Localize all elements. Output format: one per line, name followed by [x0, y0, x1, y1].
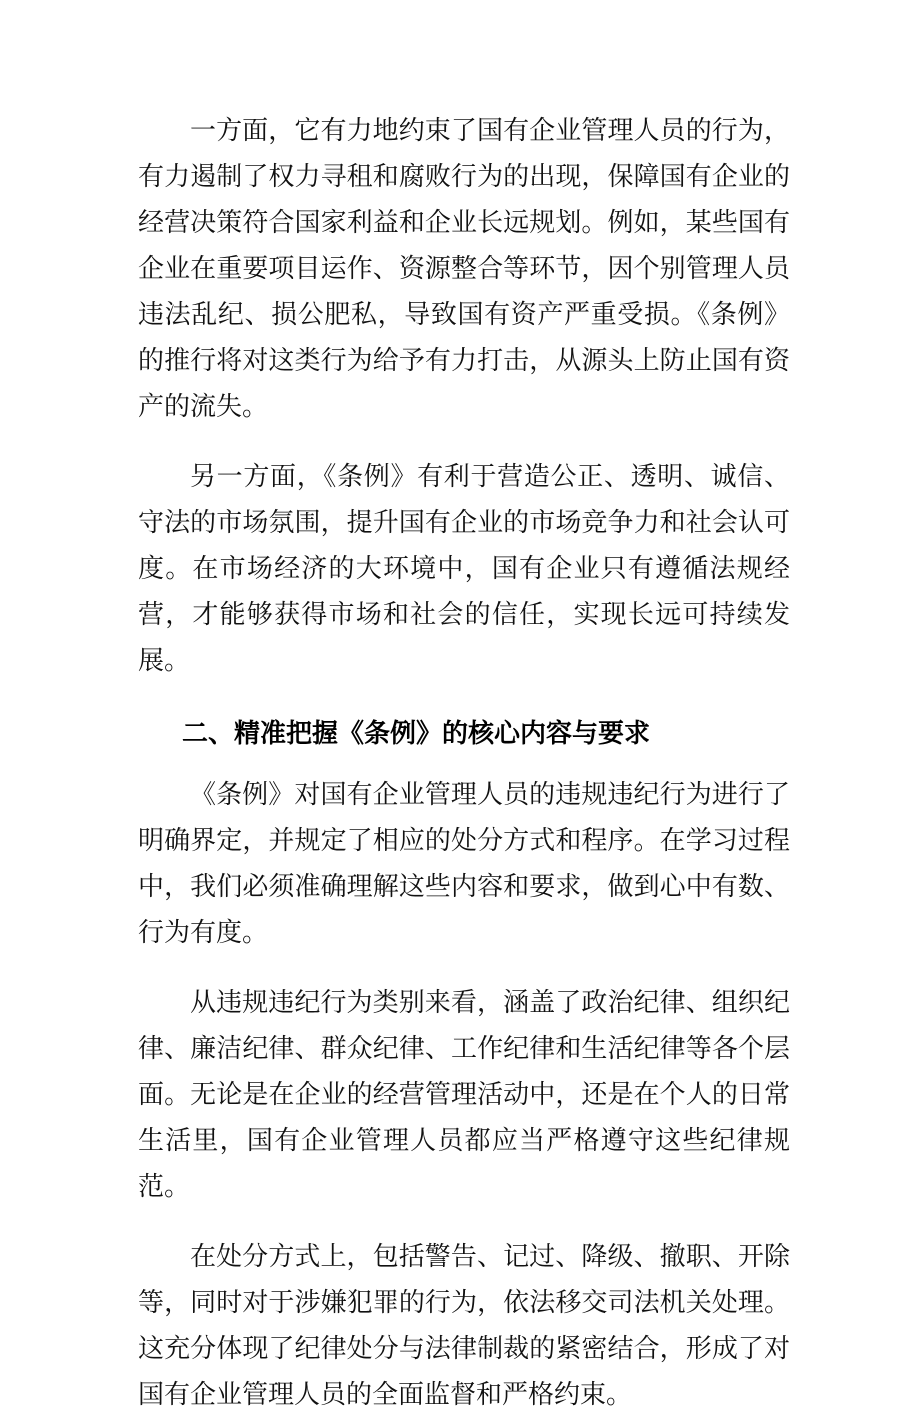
paragraph-other-aspect: 另一方面，《条例》有利于营造公正、透明、诚信、守法的市场氛围，提升国有企业的市场竞争力和社会认可度。在市场经济的大环境中，国有企业只有遵循法规经营，才能够获得市场和社会的信任，实现长远可持续发展。: [138, 462, 790, 676]
paragraph-penalties: 在处分方式上，包括警告、记过、降级、撤职、开除等，同时对于涉嫌犯罪的行为，依法移交司法机关处理。这充分体现了纪律处分与法律制裁的紧密结合，形成了对国有企业管理人员的全面监督和严格约束。: [138, 1242, 790, 1410]
paragraph-one-aspect: 一方面，它有力地约束了国有企业管理人员的行为，有力遏制了权力寻租和腐败行为的出现，保障国有企业的经营决策符合国家利益和企业长远规划。例如，某些国有企业在重要项目运作、资源整合等环节，因个别管理人员违法乱纪、损公肥私，导致国有资产严重受损。《条例》的推行将对这类行为给予有力打击，从源头上防止国有资产的流失。: [138, 116, 790, 422]
paragraph-definition: 《条例》对国有企业管理人员的违规违纪行为进行了明确界定，并规定了相应的处分方式和程序。在学习过程中，我们必须准确理解这些内容和要求，做到心中有数、行为有度。: [138, 780, 790, 948]
paragraph-categories: 从违规违纪行为类别来看，涵盖了政治纪律、组织纪律、廉洁纪律、群众纪律、工作纪律和生活纪律等各个层面。无论是在企业的经营管理活动中，还是在个人的日常生活里，国有企业管理人员都应当严格遵守这些纪律规范。: [138, 988, 790, 1202]
section-heading: 二、精准把握《条例》的核心内容与要求: [182, 719, 651, 749]
document-body: [138, 108, 790, 1418]
